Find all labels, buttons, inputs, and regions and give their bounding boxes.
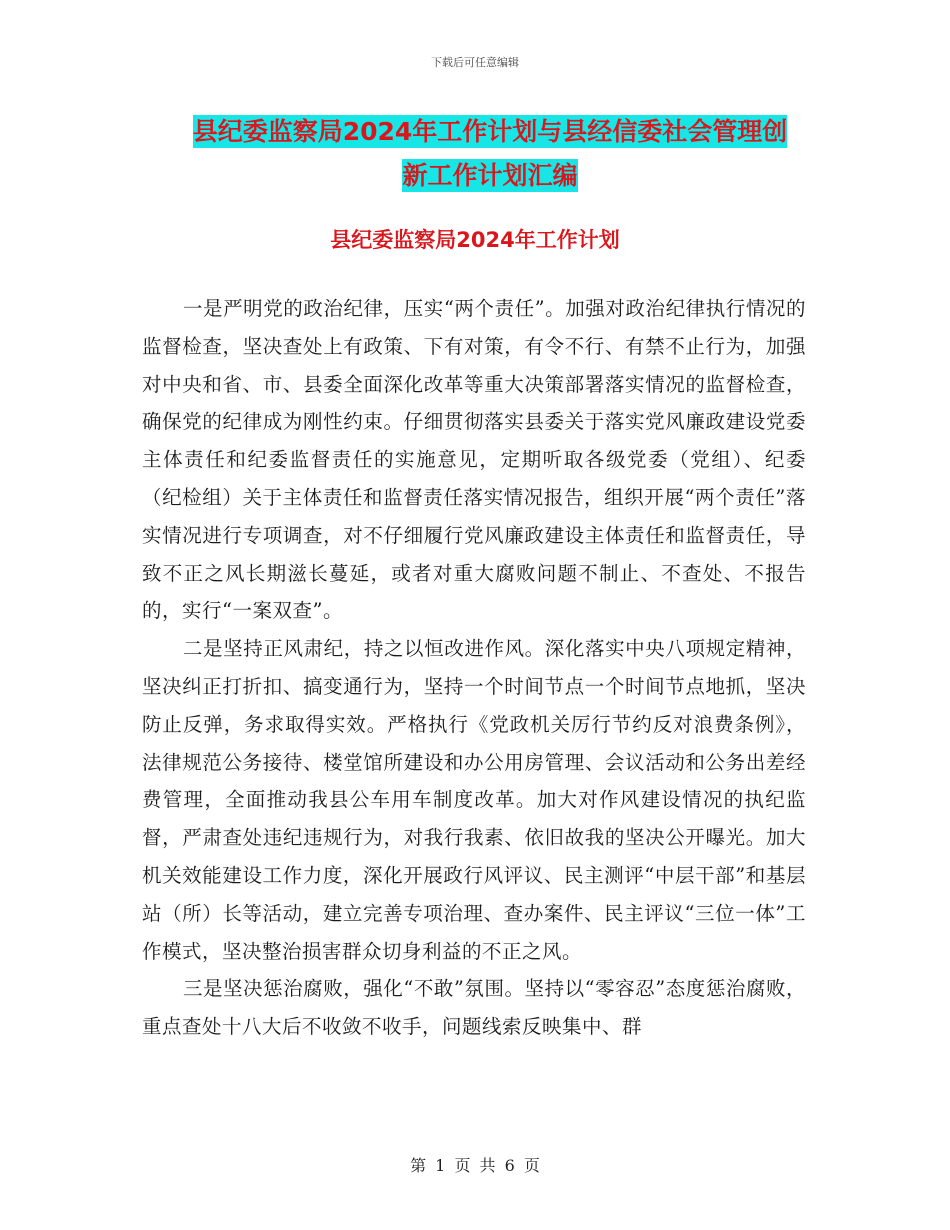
document-body [142,290,806,1046]
document-title-line-1: 县纪委监察局2024年工作计划与县经信委社会管理创 [192,117,788,146]
document-title-line-2: 新工作计划汇编 [402,161,578,190]
paragraph-3: 三是坚决惩治腐败，强化“不敢”氛围。坚持以“零容忍”态度惩治腐败，重点查处十八大后不收敛不收手，问题线索反映集中、群 [142,977,806,1039]
page-footer: 第 1 页 共 6 页 [410,1156,540,1175]
paragraph-1: 一是严明党的政治纪律，压实“两个责任”。加强对政治纪律执行情况的监督检查，坚决查处上有政策、下有对策，有令不行、有禁不止行为，加强对中央和省、市、县委全面深化改革等重大决策部署落实情况的监督检查，确保党的纪律成为刚性约束。仔细贯彻落实县委关于落实党风廉政建设党委主体责任和纪委监督责任的实施意见，定期听取各级党委（党组）、纪委（纪检组）关于主体责任和监督责任落实情况报告，组织开展“两个责任”落实情况进行专项调查，对不仔细履行党风廉政建设主体责任和监督责任，导致不正之风长期滋长蔓延，或者对重大腐败问题不制止、不查处、不报告的，实行“一案双查”。 [142,297,806,623]
document-title [140,110,840,198]
paragraph-2: 二是坚持正风肃纪，持之以恒改进作风。深化落实中央八项规定精神，坚决纠正打折扣、搞变通行为，坚持一个时间节点一个时间节点地抓，坚决防止反弹，务求取得实效。严格执行《党政机关厉行节约反对浪费条例》，法律规范公务接待、楼堂馆所建设和办公用房管理、会议活动和公务出差经费管理，全面推动我县公车用车制度改革。加大对作风建设情况的执纪监督，严肃查处违纪违规行为，对我行我素、依旧故我的坚决公开曝光。加大机关效能建设工作力度，深化开展政行风评议、民主测评“中层干部”和基层站（所）长等活动，建立完善专项治理、查办案件、民主评议“三位一体”工作模式，坚决整治损害群众切身利益的不正之风。 [142,637,806,963]
header-note: 下载后可任意编辑 [431,56,519,69]
section-title: 县纪委监察局2024年工作计划 [330,228,620,252]
